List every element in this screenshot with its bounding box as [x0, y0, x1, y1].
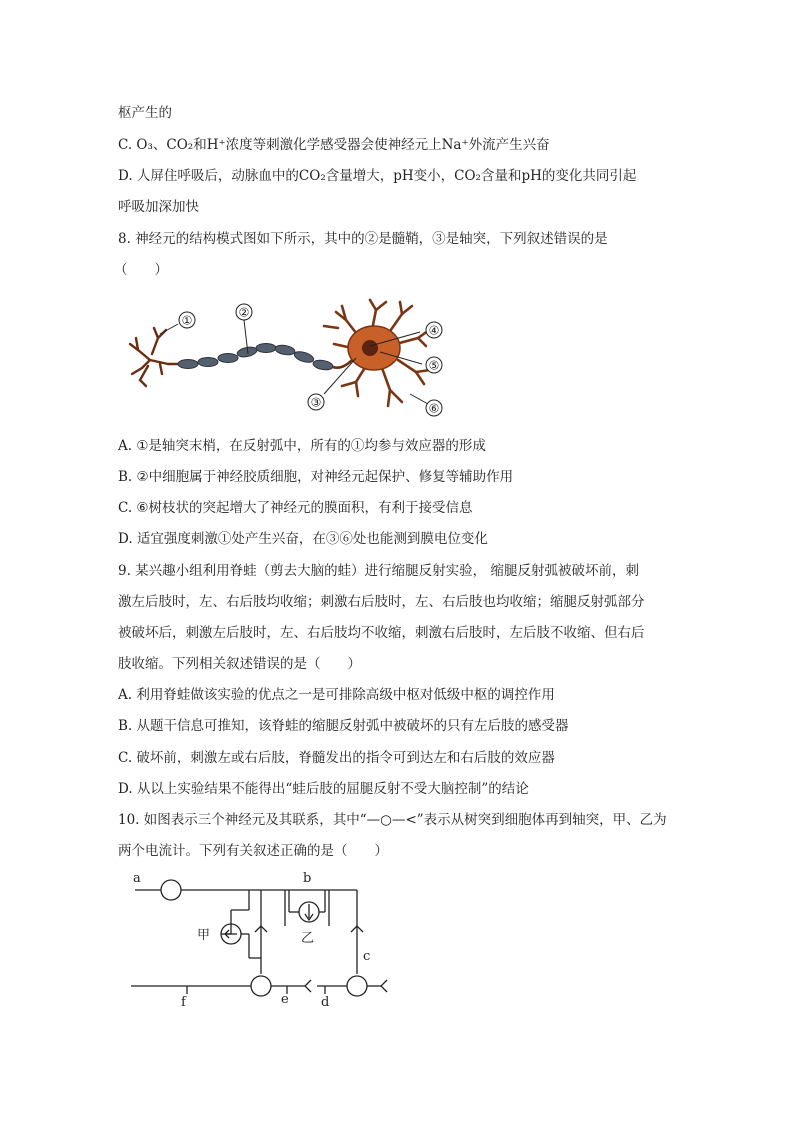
- label-6: ⑥: [428, 401, 440, 416]
- label-c: c: [363, 949, 371, 964]
- label-f: f: [181, 995, 186, 1010]
- label-b: b: [303, 871, 312, 886]
- q9-option-b: B. 从题干信息可推知，该脊蛙的缩腿反射弧中被破坏的只有左后肢的感受器: [118, 718, 569, 734]
- q9-stem-line4: 肢收缩。下列相关叙述错误的是（ ）: [118, 656, 361, 672]
- nucleus: [362, 340, 378, 356]
- q9-option-c: C. 破坏前，刺激左或右后肢，脊髓发出的指令可到达左和右后肢的效应器: [118, 750, 555, 766]
- q8-option-c: C. ⑥树枝状的突起增大了神经元的膜面积，有利于接受信息: [118, 500, 473, 516]
- q7-option-d-line1: D. 人屏住呼吸后，动脉血中的CO₂含量增大，pH变小，CO₂含量和pH的变化共同引起: [118, 168, 637, 184]
- label-ammeter-jia: 甲: [197, 928, 211, 943]
- q9-stem-line1: 9. 某兴趣小组利用脊蛙（剪去大脑的蛙）进行缩腿反射实验， 缩腿反射弧被破坏前，刺: [118, 563, 639, 579]
- q9-stem-line3: 被破坏后，刺激左后肢时，左、右后肢均不收缩，刺激右后肢时，左后肢不收缩、但右后: [118, 625, 645, 641]
- q7-option-d-line2: 呼吸加深加快: [118, 199, 199, 215]
- q8-answer-paren: （ ）: [114, 262, 168, 278]
- neuron-structure-figure: [120, 298, 460, 418]
- label-d: d: [321, 995, 330, 1010]
- label-1: ①: [181, 313, 193, 328]
- q7-option-c: C. O₃、CO₂和H⁺浓度等刺激化学感受器会使神经元上Na⁺外流产生兴奋: [118, 137, 550, 153]
- label-2: ②: [238, 305, 250, 320]
- label-4: ④: [428, 323, 440, 338]
- q8-stem: 8. 神经元的结构模式图如下所示，其中的②是髓鞘，③是轴突，下列叙述错误的是: [118, 231, 608, 247]
- q8-option-a: A. ①是轴突末梢，在反射弧中，所有的①均参与效应器的形成: [118, 438, 486, 454]
- label-ammeter-yi: 乙: [301, 931, 315, 946]
- q8-option-d: D. 适宜强度刺激①处产生兴奋，在③⑥处也能测到膜电位变化: [118, 531, 488, 547]
- myelin-sheath-segments: [178, 344, 334, 372]
- q7-continuation: 枢产生的: [118, 105, 172, 121]
- q8-option-b: B. ②中细胞属于神经胶质细胞，对神经元起保护、修复等辅助作用: [118, 469, 514, 485]
- three-neuron-circuit-figure: [125, 866, 405, 1016]
- q9-option-a: A. 利用脊蛙做该实验的优点之一是可排除高级中枢对低级中枢的调控作用: [118, 687, 555, 703]
- label-e: e: [281, 992, 289, 1007]
- label-3: ③: [310, 395, 322, 410]
- q9-option-d: D. 从以上实验结果不能得出“蛙后肢的屈腿反射不受大脑控制”的结论: [118, 781, 529, 797]
- label-5: ⑤: [428, 358, 440, 373]
- label-a: a: [133, 871, 141, 886]
- q9-stem-line2: 激左后肢时，左、右后肢均收缩；刺激右后肢时，左、右后肢也均收缩；缩腿反射弧部分: [118, 594, 645, 610]
- q10-stem-line1: 10. 如图表示三个神经元及其联系，其中“—○—<”表示从树突到细胞体再到轴突，甲、乙为: [118, 812, 667, 828]
- q10-stem-line2: 两个电流计。下列有关叙述正确的是（ ）: [118, 843, 388, 859]
